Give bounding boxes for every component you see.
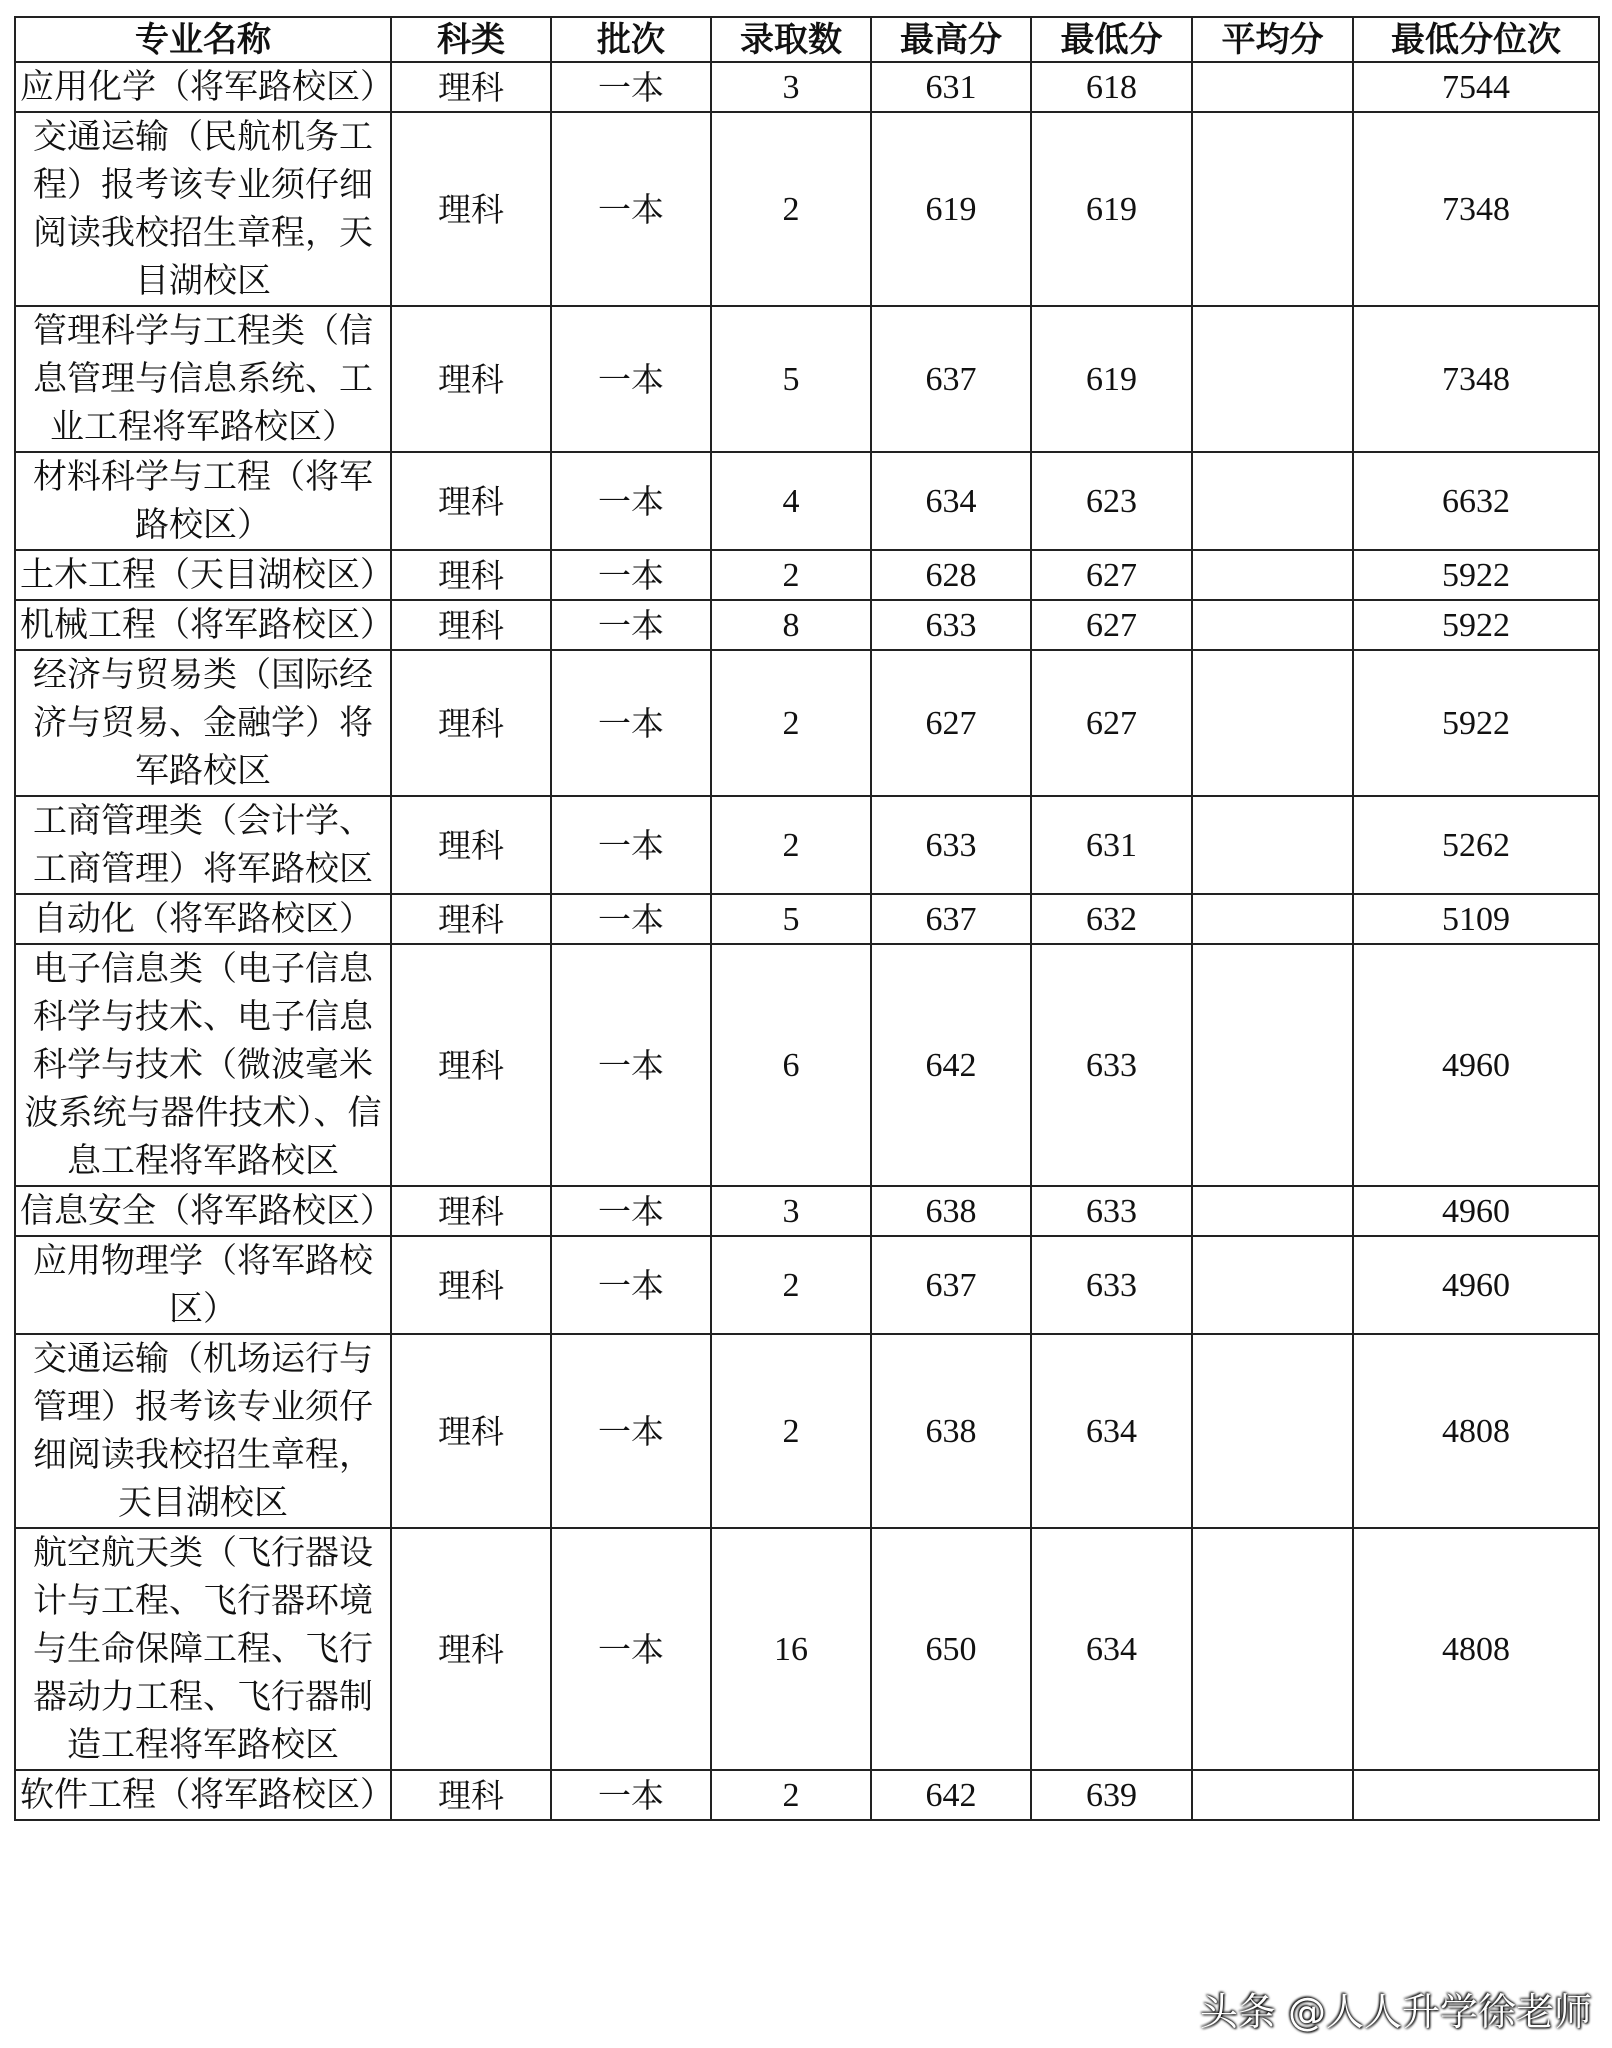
cell-major: 信息安全（将军路校区）: [15, 1186, 391, 1236]
cell-admitted: 3: [711, 62, 871, 112]
cell-min-score: 619: [1031, 306, 1192, 452]
cell-category: 理科: [391, 452, 551, 550]
cell-avg-score: [1192, 600, 1353, 650]
table-row: [15, 1770, 1599, 1820]
table-row: [15, 650, 1599, 796]
cell-max-score: 628: [871, 550, 1031, 600]
table-row: [15, 62, 1599, 112]
header-min-score: 最低分: [1031, 17, 1192, 62]
cell-admitted: 2: [711, 796, 871, 894]
cell-max-score: 637: [871, 1236, 1031, 1334]
cell-admitted: 2: [711, 1334, 871, 1528]
header-avg-score: 平均分: [1192, 17, 1353, 62]
table-row: [15, 944, 1599, 1186]
cell-category: 理科: [391, 894, 551, 944]
cell-category: 理科: [391, 306, 551, 452]
cell-batch: 一本: [551, 62, 711, 112]
cell-min-rank: 7544: [1353, 62, 1599, 112]
cell-batch: 一本: [551, 306, 711, 452]
cell-min-rank: 5922: [1353, 600, 1599, 650]
cell-max-score: 642: [871, 1770, 1031, 1820]
cell-admitted: 8: [711, 600, 871, 650]
cell-min-score: 618: [1031, 62, 1192, 112]
table-row: [15, 894, 1599, 944]
cell-batch: 一本: [551, 1334, 711, 1528]
cell-max-score: 650: [871, 1528, 1031, 1770]
cell-max-score: 638: [871, 1186, 1031, 1236]
cell-avg-score: [1192, 944, 1353, 1186]
cell-min-rank: 5922: [1353, 650, 1599, 796]
cell-admitted: 5: [711, 894, 871, 944]
cell-major: 电子信息类（电子信息科学与技术、电子信息科学与技术（微波毫米波系统与器件技术）、信息工程将军路校区: [15, 944, 391, 1186]
cell-min-score: 631: [1031, 796, 1192, 894]
cell-min-score: 627: [1031, 550, 1192, 600]
table-row: [15, 796, 1599, 894]
cell-max-score: 634: [871, 452, 1031, 550]
cell-max-score: 633: [871, 600, 1031, 650]
cell-admitted: 2: [711, 650, 871, 796]
cell-avg-score: [1192, 550, 1353, 600]
table-row: [15, 452, 1599, 550]
cell-major: 航空航天类（飞行器设计与工程、飞行器环境与生命保障工程、飞行器动力工程、飞行器制造工程将军路校区: [15, 1528, 391, 1770]
cell-major: 材料科学与工程（将军路校区）: [15, 452, 391, 550]
cell-min-score: 627: [1031, 650, 1192, 796]
cell-category: 理科: [391, 600, 551, 650]
header-category: 科类: [391, 17, 551, 62]
cell-category: 理科: [391, 1770, 551, 1820]
watermark: [1200, 1981, 1592, 2036]
table-row: [15, 1236, 1599, 1334]
cell-batch: 一本: [551, 550, 711, 600]
cell-max-score: 619: [871, 112, 1031, 306]
cell-min-rank: 5109: [1353, 894, 1599, 944]
cell-max-score: 637: [871, 306, 1031, 452]
cell-major: 软件工程（将军路校区）: [15, 1770, 391, 1820]
cell-max-score: 633: [871, 796, 1031, 894]
header-batch: 批次: [551, 17, 711, 62]
cell-category: 理科: [391, 62, 551, 112]
cell-avg-score: [1192, 1334, 1353, 1528]
cell-min-rank: [1353, 1770, 1599, 1820]
watermark-text: 头条 @人人升学徐老师: [1199, 1990, 1592, 2034]
cell-admitted: 2: [711, 550, 871, 600]
cell-avg-score: [1192, 1236, 1353, 1334]
cell-avg-score: [1192, 1528, 1353, 1770]
cell-min-rank: 4960: [1353, 1186, 1599, 1236]
cell-category: 理科: [391, 112, 551, 306]
cell-batch: 一本: [551, 1236, 711, 1334]
cell-admitted: 2: [711, 112, 871, 306]
cell-avg-score: [1192, 650, 1353, 796]
cell-major: 交通运输（机场运行与管理）报考该专业须仔细阅读我校招生章程，天目湖校区: [15, 1334, 391, 1528]
cell-major: 应用化学（将军路校区）: [15, 62, 391, 112]
header-admitted: 录取数: [711, 17, 871, 62]
cell-min-score: 633: [1031, 1236, 1192, 1334]
cell-category: 理科: [391, 1334, 551, 1528]
cell-admitted: 4: [711, 452, 871, 550]
cell-category: 理科: [391, 944, 551, 1186]
admission-score-table: [14, 16, 1600, 1821]
cell-avg-score: [1192, 112, 1353, 306]
cell-max-score: 631: [871, 62, 1031, 112]
cell-category: 理科: [391, 1236, 551, 1334]
cell-min-score: 633: [1031, 944, 1192, 1186]
table-header-row: [15, 17, 1599, 62]
cell-min-score: 623: [1031, 452, 1192, 550]
cell-min-rank: 5922: [1353, 550, 1599, 600]
cell-avg-score: [1192, 796, 1353, 894]
cell-min-rank: 4808: [1353, 1528, 1599, 1770]
cell-batch: 一本: [551, 650, 711, 796]
cell-min-rank: 7348: [1353, 306, 1599, 452]
cell-batch: 一本: [551, 1770, 711, 1820]
cell-batch: 一本: [551, 894, 711, 944]
cell-admitted: 6: [711, 944, 871, 1186]
cell-avg-score: [1192, 452, 1353, 550]
cell-major: 机械工程（将军路校区）: [15, 600, 391, 650]
cell-min-score: 627: [1031, 600, 1192, 650]
cell-category: 理科: [391, 550, 551, 600]
cell-admitted: 2: [711, 1236, 871, 1334]
cell-min-rank: 4808: [1353, 1334, 1599, 1528]
cell-admitted: 3: [711, 1186, 871, 1236]
cell-major: 管理科学与工程类（信息管理与信息系统、工业工程将军路校区）: [15, 306, 391, 452]
table-row: [15, 1528, 1599, 1770]
cell-min-score: 634: [1031, 1334, 1192, 1528]
cell-min-rank: 5262: [1353, 796, 1599, 894]
cell-min-rank: 4960: [1353, 944, 1599, 1186]
header-min-rank: 最低分位次: [1353, 17, 1599, 62]
cell-min-score: 639: [1031, 1770, 1192, 1820]
cell-max-score: 642: [871, 944, 1031, 1186]
table-row: [15, 550, 1599, 600]
cell-major: 交通运输（民航机务工程）报考该专业须仔细阅读我校招生章程，天目湖校区: [15, 112, 391, 306]
cell-admitted: 16: [711, 1528, 871, 1770]
table-row: [15, 112, 1599, 306]
cell-avg-score: [1192, 1770, 1353, 1820]
cell-batch: 一本: [551, 452, 711, 550]
table-row: [15, 1334, 1599, 1528]
header-major: 专业名称: [15, 17, 391, 62]
cell-min-rank: 4960: [1353, 1236, 1599, 1334]
cell-major: 工商管理类（会计学、工商管理）将军路校区: [15, 796, 391, 894]
cell-batch: 一本: [551, 1528, 711, 1770]
cell-min-rank: 7348: [1353, 112, 1599, 306]
cell-admitted: 5: [711, 306, 871, 452]
cell-max-score: 638: [871, 1334, 1031, 1528]
cell-max-score: 627: [871, 650, 1031, 796]
cell-category: 理科: [391, 796, 551, 894]
cell-major: 应用物理学（将军路校区）: [15, 1236, 391, 1334]
table-row: [15, 1186, 1599, 1236]
cell-category: 理科: [391, 1186, 551, 1236]
cell-max-score: 637: [871, 894, 1031, 944]
cell-major: 自动化（将军路校区）: [15, 894, 391, 944]
cell-admitted: 2: [711, 1770, 871, 1820]
cell-batch: 一本: [551, 600, 711, 650]
header-max-score: 最高分: [871, 17, 1031, 62]
cell-batch: 一本: [551, 944, 711, 1186]
cell-min-score: 619: [1031, 112, 1192, 306]
table-row: [15, 306, 1599, 452]
cell-min-rank: 6632: [1353, 452, 1599, 550]
cell-major: 经济与贸易类（国际经济与贸易、金融学）将军路校区: [15, 650, 391, 796]
cell-min-score: 632: [1031, 894, 1192, 944]
cell-batch: 一本: [551, 796, 711, 894]
cell-avg-score: [1192, 894, 1353, 944]
table-row: [15, 600, 1599, 650]
cell-batch: 一本: [551, 112, 711, 306]
cell-avg-score: [1192, 62, 1353, 112]
table-body: [15, 62, 1599, 1820]
cell-min-score: 633: [1031, 1186, 1192, 1236]
cell-batch: 一本: [551, 1186, 711, 1236]
cell-category: 理科: [391, 650, 551, 796]
cell-major: 土木工程（天目湖校区）: [15, 550, 391, 600]
cell-avg-score: [1192, 1186, 1353, 1236]
cell-category: 理科: [391, 1528, 551, 1770]
cell-min-score: 634: [1031, 1528, 1192, 1770]
cell-avg-score: [1192, 306, 1353, 452]
